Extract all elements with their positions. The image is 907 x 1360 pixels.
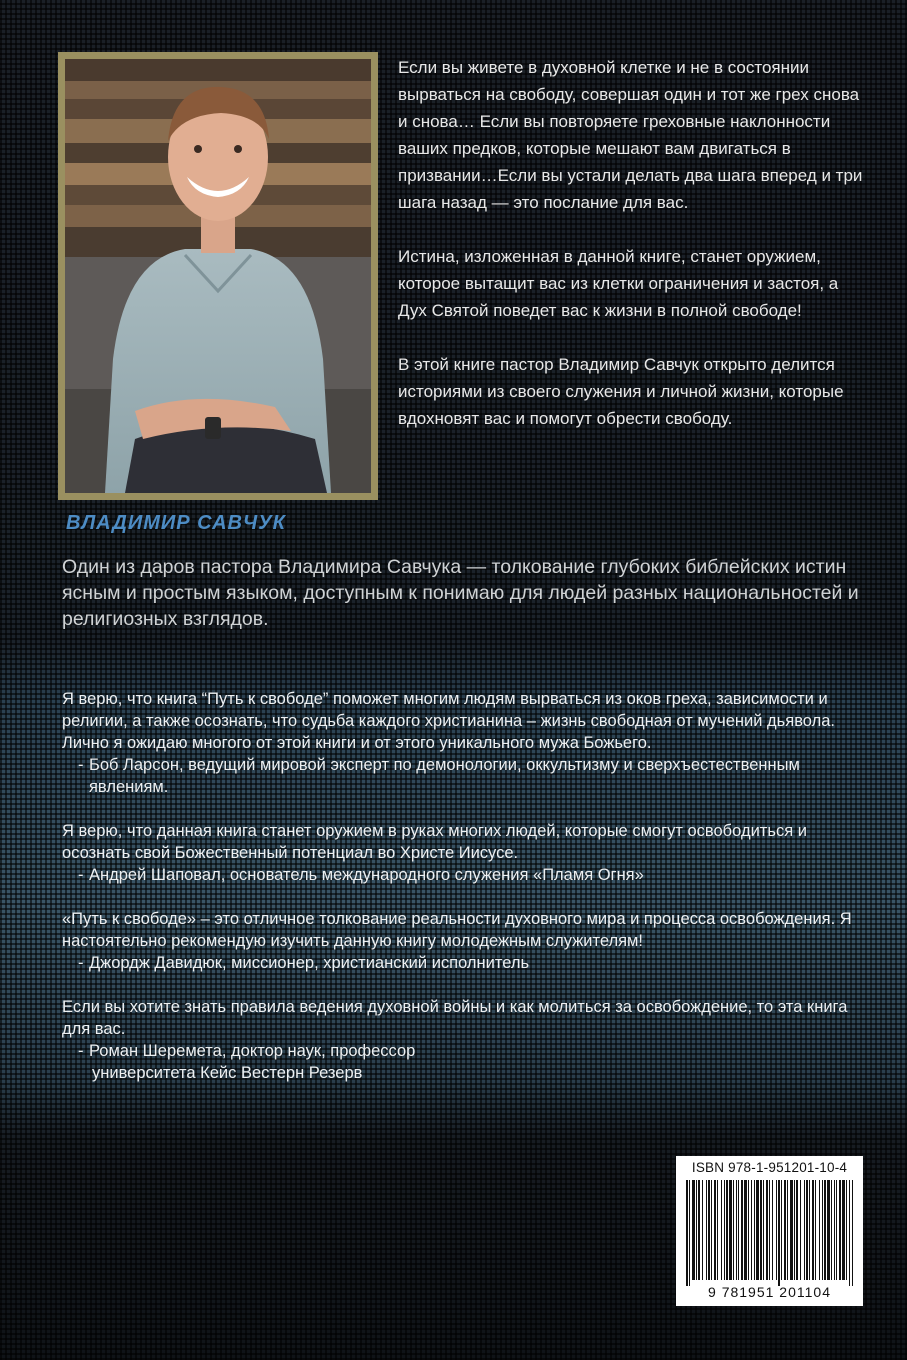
barcode-bar xyxy=(781,1180,782,1280)
barcode-bar xyxy=(751,1180,752,1280)
barcode-bar xyxy=(724,1180,725,1280)
author-photo xyxy=(65,59,371,493)
barcode-bar xyxy=(822,1180,823,1280)
barcode-bar xyxy=(748,1180,749,1280)
barcode-bar xyxy=(698,1180,700,1280)
attribution-text: Боб Ларсон, ведущий мировой эксперт по демонологии, оккультизму и сверхъестественным явлениям. xyxy=(89,756,800,796)
barcode-bar xyxy=(733,1180,734,1280)
barcode-bar xyxy=(717,1180,718,1280)
intro-text xyxy=(398,54,868,459)
barcode-bar xyxy=(686,1180,688,1286)
endorsement-quote: Я верю, что книга “Путь к свободе” поможет многим людям вырваться из оков греха, зависимости и религии, а также осознать, что судьба каждого христианина – жизнь свободная от мучений дьявола. Лично я ожидаю многого от этой книги и от этого уникального мужа Божьего. xyxy=(62,690,835,752)
endorsement-quote: Я верю, что данная книга станет оружием в руках многих людей, которые смогут освободиться и осознать свой Божественный потенциал во Христе Иисусе. xyxy=(62,822,807,862)
barcode-bar xyxy=(824,1180,826,1280)
barcode-bar xyxy=(696,1180,697,1280)
barcode-bar xyxy=(714,1180,716,1280)
barcode-bar xyxy=(769,1180,770,1280)
endorsements xyxy=(62,688,862,1106)
barcode-bar xyxy=(702,1180,703,1280)
barcode-bar xyxy=(736,1180,737,1280)
barcode-bar xyxy=(778,1180,780,1286)
barcode-bar xyxy=(776,1180,777,1280)
barcode-bar xyxy=(738,1180,739,1280)
isbn-digits: 9 781951 201104 xyxy=(708,1284,831,1300)
barcode-bar xyxy=(787,1180,788,1280)
isbn-label: ISBN 978-1-951201-10-4 xyxy=(691,1160,848,1175)
barcode-bar xyxy=(706,1180,707,1280)
endorsement xyxy=(62,688,862,798)
endorsement-attribution: - Боб Ларсон, ведущий мировой эксперт по демонологии, оккультизму и сверхъестественным явлениям. xyxy=(78,756,800,796)
barcode xyxy=(684,1180,855,1286)
barcode-bar xyxy=(744,1180,747,1280)
endorsement-attribution: - Роман Шеремета, доктор наук, профессор xyxy=(78,1042,416,1060)
barcode-bar xyxy=(849,1180,850,1286)
attribution-text: Роман Шеремета, доктор наук, профессор xyxy=(89,1042,416,1060)
author-photo-frame xyxy=(58,52,378,500)
barcode-bar xyxy=(754,1180,755,1280)
barcode-bar xyxy=(790,1180,793,1280)
barcode-bar xyxy=(800,1180,801,1280)
barcode-bar xyxy=(831,1180,832,1280)
barcode-bar xyxy=(812,1180,814,1280)
barcode-bar xyxy=(846,1180,847,1280)
intro-paragraph: Если вы живете в духовной клетке и не в состоянии вырваться на свободу, совершая один и тот же грех снова и снова… Если вы повторяете греховные наклонности ваших предков, которые мешают вам двигаться в призвании…Если вы устали делать два шага вперед и три шага назад — это послание для вас. xyxy=(398,58,863,212)
barcode-bar xyxy=(766,1180,768,1280)
barcode-bar xyxy=(763,1180,764,1280)
barcode-bar xyxy=(689,1180,690,1286)
endorsement-quote: «Путь к свободе» – это отличное толкование реальности духовного мира и процесса освобождения. Я настоятельно рекомендую изучить данную книгу молодежным служителям! xyxy=(62,910,852,950)
endorsement xyxy=(62,908,862,974)
barcode-bar xyxy=(721,1180,722,1280)
isbn-barcode-box xyxy=(676,1156,863,1306)
endorsement-attribution: - Джордж Давидюк, миссионер, христианский исполнитель xyxy=(78,954,530,972)
barcode-bar xyxy=(839,1180,841,1280)
barcode-bar xyxy=(806,1180,808,1280)
barcode-bar xyxy=(711,1180,712,1280)
barcode-bar xyxy=(726,1180,728,1280)
barcode-bar xyxy=(836,1180,837,1280)
barcode-bar xyxy=(809,1180,810,1280)
barcode-bar xyxy=(852,1180,853,1286)
barcode-bar xyxy=(760,1180,762,1280)
barcode-bar xyxy=(772,1180,773,1280)
barcode-bar xyxy=(796,1180,798,1280)
endorsement-attribution-line2: университета Кейс Вестерн Резерв xyxy=(92,1064,363,1082)
barcode-bar xyxy=(834,1180,835,1280)
barcode-bar xyxy=(804,1180,805,1280)
intro-paragraph: Истина, изложенная в данной книге, станет оружием, которое вытащит вас из клетки ограничения и застоя, а Дух Святой поведет вас к жизни в полной свободе! xyxy=(398,247,839,320)
barcode-bar xyxy=(827,1180,830,1280)
endorsement xyxy=(62,820,862,886)
intro-paragraph: В этой книге пастор Владимир Савчук открыто делится историями из своего служения и личной жизни, которые вдохновят вас и помогут обрести свободу. xyxy=(398,355,844,428)
barcode-bar xyxy=(741,1180,743,1280)
barcode-bar xyxy=(729,1180,732,1280)
barcode-bar xyxy=(708,1180,710,1280)
barcode-bar xyxy=(756,1180,759,1280)
summary-text: Один из даров пастора Владимира Савчука — толкование глубоких библейских истин ясным и простым языком, доступным к понимаю для людей разных национальностей и религиозных взглядов. xyxy=(62,556,859,630)
attribution-text: Джордж Давидюк, миссионер, христианский исполнитель xyxy=(89,954,530,972)
endorsement xyxy=(62,996,862,1084)
barcode-bar xyxy=(819,1180,820,1280)
barcode-bar xyxy=(815,1180,816,1280)
barcode-bar xyxy=(842,1180,845,1280)
author-name: ВЛАДИМИР САВЧУК xyxy=(66,512,286,534)
attribution-text: Андрей Шаповал, основатель международного служения «Пламя Огня» xyxy=(89,866,644,884)
barcode-bar xyxy=(794,1180,795,1280)
barcode-bar xyxy=(692,1180,695,1280)
barcode-bar xyxy=(784,1180,786,1280)
endorsement-quote: Если вы хотите знать правила ведения духовной войны и как молиться за освобождение, то эта книга для вас. xyxy=(62,998,848,1038)
endorsement-attribution: - Андрей Шаповал, основатель международного служения «Пламя Огня» xyxy=(78,866,644,884)
